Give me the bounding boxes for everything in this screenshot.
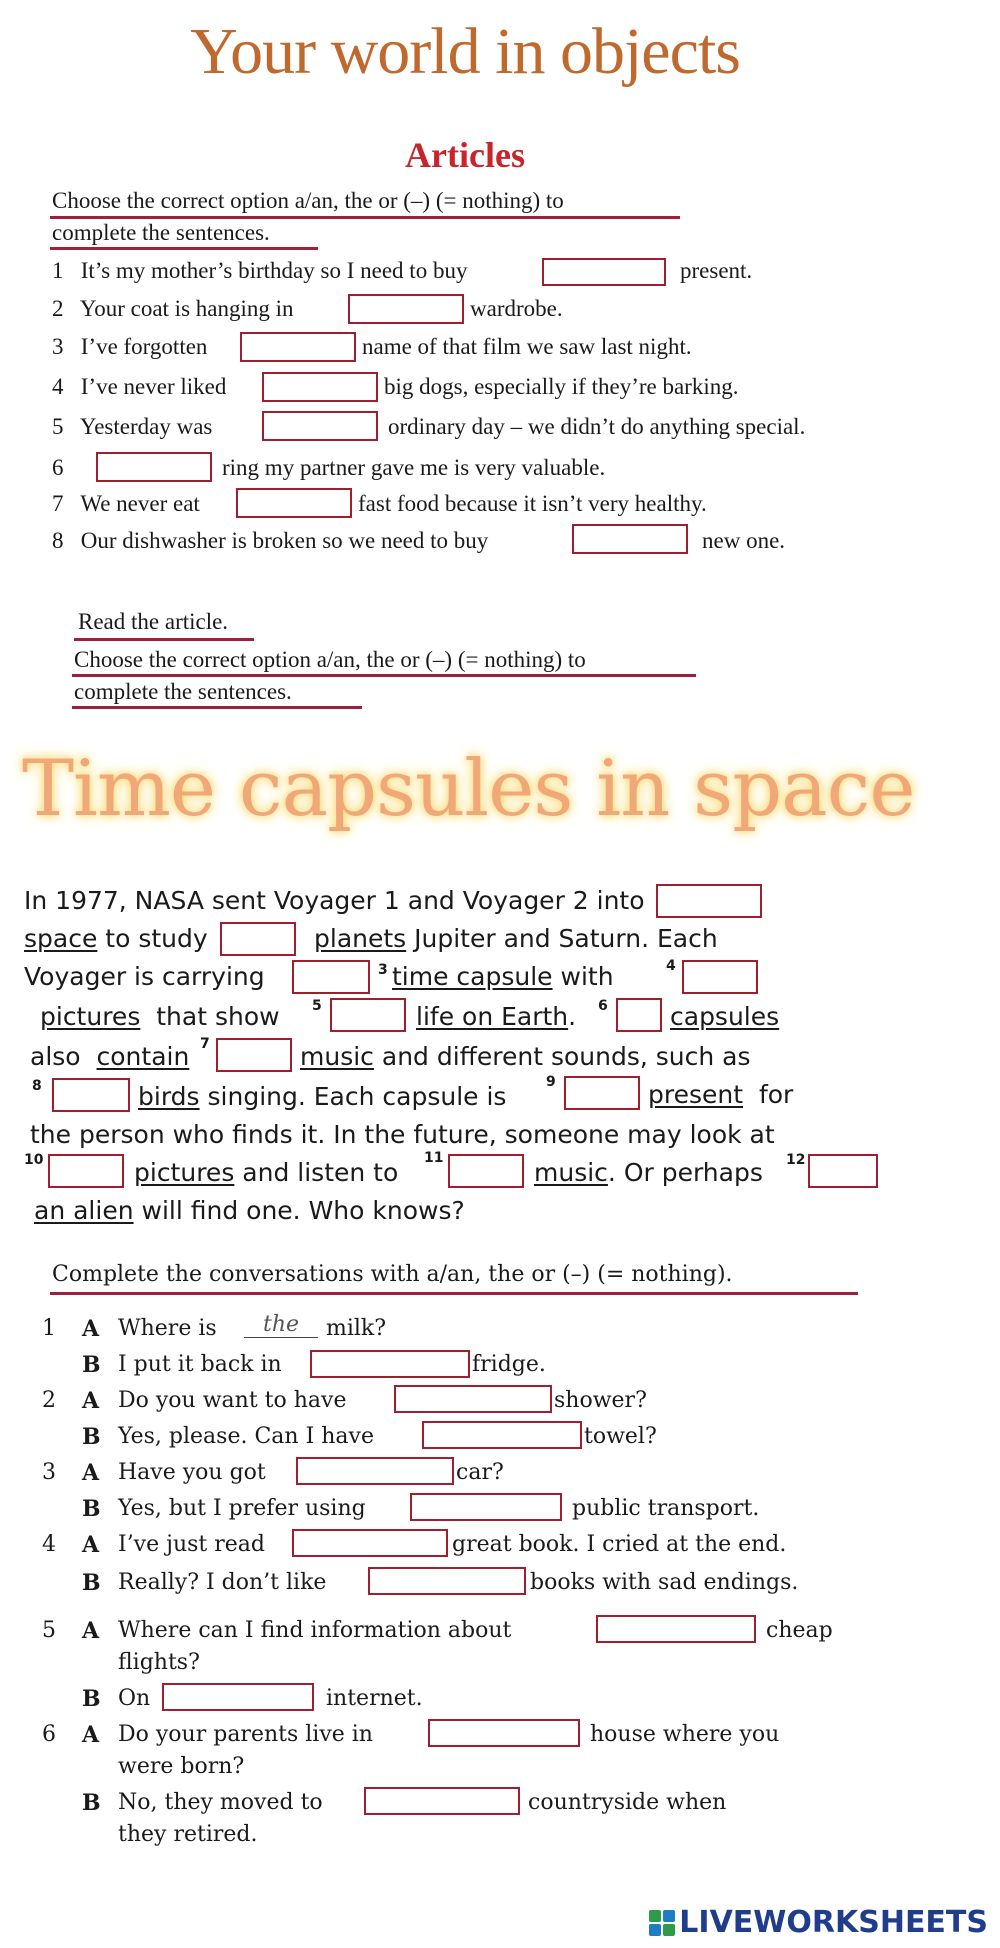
brand-name: LIVEWORKSHEETS [679,1905,988,1940]
sentence-end: towel? [584,1424,657,1449]
speaker-label: B [82,1686,101,1712]
answer-box[interactable] [656,884,762,918]
article-line: pictures and listen to [134,1158,399,1187]
answer-input[interactable] [54,1080,128,1110]
answer-input[interactable] [50,1156,122,1186]
item-number: 9 [546,1074,556,1090]
speaker-label: A [82,1532,100,1558]
sentence-end: car? [456,1460,504,1485]
speaker-label: B [82,1352,101,1378]
answer-input[interactable] [370,1569,524,1593]
item-number: 5 [312,998,322,1014]
item-number: 5 [42,1618,56,1643]
sentence-start: Yes, but I prefer using [118,1496,366,1521]
answer-input[interactable] [242,334,354,360]
article-line: capsules [670,1002,780,1031]
answer-box[interactable] [808,1154,878,1188]
answer-input[interactable] [574,526,686,552]
sentence-end: fast food because it isn’t very healthy. [358,491,707,516]
item-number: 6 [42,1722,56,1747]
article-line: music and different sounds, such as [300,1042,751,1071]
sentence-end: wardrobe. [470,296,563,321]
answer-input[interactable] [544,260,664,284]
answer-box[interactable] [368,1567,526,1595]
answer-box[interactable] [216,1038,292,1072]
answer-box[interactable] [330,998,406,1032]
sentence-end: present. [680,258,753,283]
list-item: 8 Our dishwasher is broken so we need to buy [52,528,489,553]
list-item: 1 [42,1316,56,1341]
item-number: 7 [200,1036,210,1052]
answer-input[interactable] [98,454,210,480]
answer-input[interactable] [366,1789,518,1813]
answer-box[interactable] [96,452,212,482]
item-number: 11 [424,1150,444,1166]
item-number: 2 [42,1388,56,1413]
section3-instruction: Complete the conversations with a/an, the or (–) (= nothing). [52,1262,733,1287]
list-item: 1 It’s my mother’s birthday so I need to buy [52,258,468,283]
answer-box[interactable] [240,332,356,362]
list-item: 5 Yesterday was [52,414,213,439]
answer-box[interactable] [616,998,662,1032]
answer-input[interactable] [424,1423,580,1447]
answer-box[interactable] [422,1421,582,1449]
item-number: 10 [24,1152,44,1168]
article-line: life on Earth. [416,1002,577,1031]
answer-input[interactable] [164,1685,312,1709]
answer-box[interactable] [52,1078,130,1112]
sentence-start: Really? I don’t like [118,1570,327,1595]
answer-input[interactable] [684,962,756,992]
speaker-label: A [82,1316,100,1342]
liveworksheets-logo-icon [649,1910,675,1936]
article-line: pictures that show [40,1002,280,1031]
answer-box[interactable] [572,524,688,554]
article-line: planets Jupiter and Saturn. Each [314,924,718,953]
answer-input[interactable] [298,1459,452,1483]
sentence-end: cheap [766,1618,833,1643]
answer-box[interactable] [348,294,464,324]
answer-input[interactable] [430,1721,578,1745]
example-answer: the [244,1312,318,1338]
sentence-continuation: flights? [118,1650,200,1675]
sentence-end: big dogs, especially if they’re barking. [384,374,739,399]
answer-input[interactable] [412,1495,560,1519]
answer-box[interactable] [292,1529,448,1557]
sentence-end: fridge. [472,1352,546,1377]
answer-input[interactable] [396,1387,550,1411]
answer-input[interactable] [332,1000,404,1030]
answer-box[interactable] [394,1385,552,1413]
answer-input[interactable] [218,1040,290,1070]
article-text: Voyager is carrying [24,962,265,991]
item-number: 4 [42,1532,56,1557]
answer-input[interactable] [810,1156,876,1186]
list-item: 2 Your coat is hanging in [52,296,294,321]
answer-box[interactable] [448,1154,524,1188]
article-line: space to study [24,924,208,953]
footer-brand [649,1905,988,1940]
answer-box[interactable] [162,1683,314,1711]
sentence-start: Do your parents live in [118,1722,373,1747]
answer-box[interactable] [310,1350,470,1378]
sentence-start: Have you got [118,1460,266,1485]
answer-input[interactable] [618,1000,660,1030]
sentence-end: public transport. [572,1496,760,1521]
speaker-label: B [82,1570,101,1596]
speaker-label: A [82,1460,100,1486]
answer-box[interactable] [564,1076,640,1110]
read-instruction: Read the article. [78,609,229,634]
section1-instruction: Choose the correct option a/an, the or (–) (= nothing) to complete the sentences. [52,188,564,245]
page-subtitle: Articles [405,135,525,175]
article-line: also contain [30,1042,190,1071]
item-number: 6 [598,998,608,1014]
answer-box[interactable] [262,372,378,402]
sentence-start: No, they moved to [118,1790,323,1815]
sentence-end: books with sad endings. [530,1570,799,1595]
item-number: 4 [666,958,676,974]
underline [74,638,254,641]
article-line: time capsule with [392,962,614,991]
sentence-start: Where is [118,1316,217,1341]
sentence-end: new one. [702,528,786,553]
answer-box[interactable] [292,960,370,994]
sentence-start: I’ve just read [118,1532,265,1557]
list-item: 3 I’ve forgotten [52,334,208,359]
answer-box[interactable] [296,1457,454,1485]
sentence-end: countryside when [528,1790,727,1815]
item-number: 3 [42,1460,56,1485]
speaker-label: B [82,1496,101,1522]
answer-input[interactable] [658,886,760,916]
answer-box[interactable] [220,922,296,956]
answer-input[interactable] [264,374,376,400]
sentence-start: I put it back in [118,1352,282,1377]
underline [72,706,362,709]
underline [50,247,318,250]
sentence-start: Yes, please. Can I have [118,1424,374,1449]
sentence-end: ring my partner gave me is very valuable. [222,455,606,480]
sentence-start: On [118,1686,151,1711]
article-line: music. Or perhaps [534,1158,763,1187]
article-text: In 1977, NASA sent Voyager 1 and Voyager 2 into [24,886,645,915]
answer-input[interactable] [598,1617,754,1641]
answer-input[interactable] [294,1531,446,1555]
answer-input[interactable] [294,962,368,992]
speaker-label: A [82,1722,100,1748]
answer-box[interactable] [410,1493,562,1521]
list-item: 6 [52,455,64,480]
speaker-label: A [82,1388,100,1414]
sentence-end: milk? [326,1316,387,1341]
list-item: 7 We never eat [52,491,200,516]
answer-input[interactable] [350,296,462,322]
speaker-label: B [82,1424,101,1450]
item-number: 12 [786,1152,806,1168]
sentence-end: name of that film we saw last night. [362,334,692,359]
answer-input[interactable] [238,490,350,516]
answer-box[interactable] [596,1615,756,1643]
article-text: the person who finds it. In the future, someone may look at [30,1120,775,1149]
sentence-start: Where can I find information about [118,1618,512,1643]
speaker-label: B [82,1790,101,1816]
speaker-label: A [82,1618,100,1644]
item-number: 8 [32,1078,42,1094]
answer-box[interactable] [262,411,378,441]
underline [50,216,680,219]
answer-input[interactable] [450,1156,522,1186]
page-title: Your world in objects [190,15,740,88]
list-item: 4 I’ve never liked [52,374,227,399]
answer-input[interactable] [566,1078,638,1108]
item-number: 3 [378,962,388,978]
answer-box[interactable] [542,258,666,286]
answer-box[interactable] [364,1787,520,1815]
sentence-end: house where you [590,1722,780,1747]
underline [50,1292,858,1295]
article-line: present for [648,1080,794,1109]
underline [72,674,696,677]
sentence-end: shower? [554,1388,647,1413]
section2-instruction: Choose the correct option a/an, the or (–) (= nothing) to complete the sentences. [74,647,586,704]
article-line: birds singing. Each capsule is [138,1082,507,1111]
sentence-start: Do you want to have [118,1388,347,1413]
answer-box[interactable] [428,1719,580,1747]
sentence-end: internet. [326,1686,423,1711]
answer-input[interactable] [264,413,376,439]
sentence-continuation: they retired. [118,1822,258,1847]
sentence-continuation: were born? [118,1754,245,1779]
answer-input[interactable] [312,1352,468,1376]
sentence-end: ordinary day – we didn’t do anything special. [388,414,806,439]
answer-box[interactable] [48,1154,124,1188]
sentence-end: great book. I cried at the end. [452,1532,787,1557]
answer-box[interactable] [682,960,758,994]
article-headline: Time capsules in space [22,744,915,834]
answer-box[interactable] [236,488,352,518]
answer-input[interactable] [222,924,294,954]
article-line: an alien will find one. Who knows? [34,1196,465,1225]
